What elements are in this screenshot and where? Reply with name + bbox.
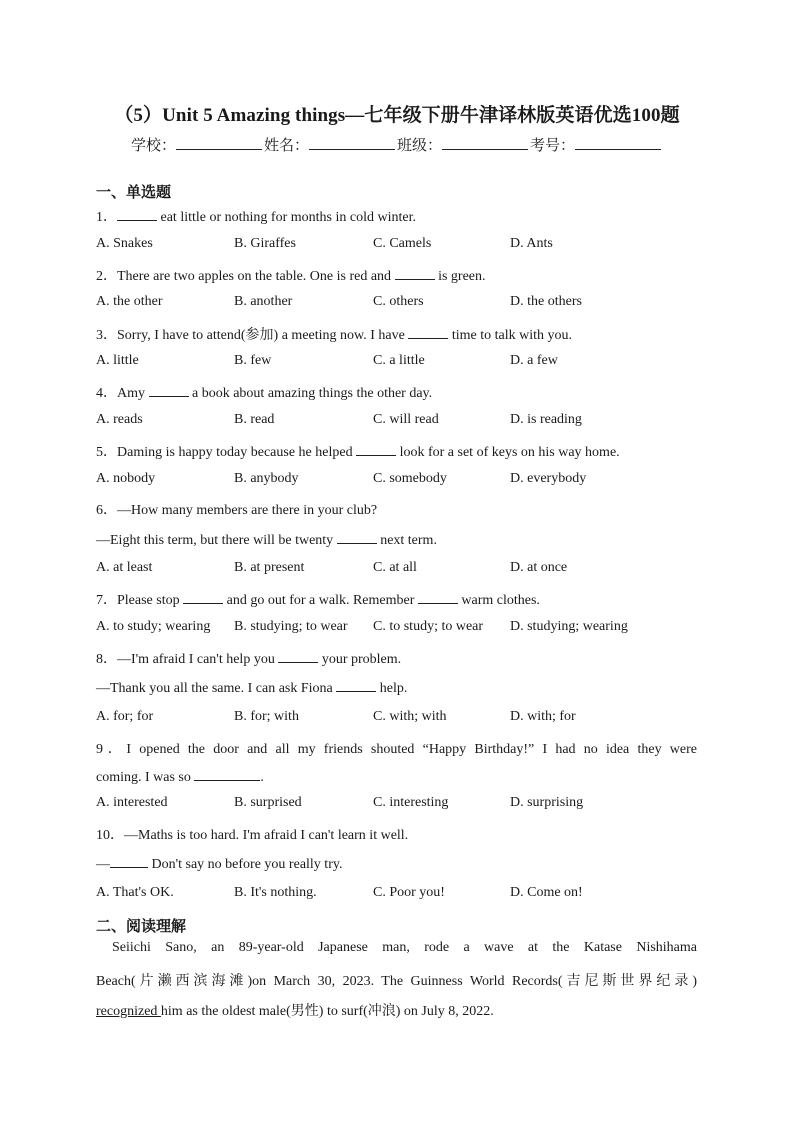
question-10-option-c: C. Poor you!	[373, 885, 445, 900]
question-5-option-c: C. somebody	[373, 471, 447, 486]
question-2-option-d: D. the others	[510, 294, 582, 309]
question-4-blank	[149, 384, 189, 397]
question-1-option-d: D. Ants	[510, 236, 553, 251]
reading-underlined-word: recognized	[96, 1004, 161, 1019]
question-1-option-c: C. Camels	[373, 236, 432, 251]
question-9-blank	[194, 768, 260, 781]
question-9-post: .	[260, 770, 264, 785]
question-9-option-d: D. surprising	[510, 795, 584, 810]
question-8-post-2: help.	[376, 681, 408, 696]
name-label: 姓名：	[263, 138, 309, 154]
question-6-option-a: A. at least	[96, 560, 153, 575]
question-7-option-c: C. to study; to wear	[373, 619, 484, 634]
question-8-pre-2: —Thank you all the same. I can ask Fiona	[96, 681, 337, 696]
question-1-pre: 1．	[96, 210, 117, 225]
question-7-pre: 7．Please stop	[96, 593, 184, 608]
question-6-pre: —Eight this term, but there will be twenty	[96, 533, 337, 548]
question-2-option-b: B. another	[234, 294, 293, 309]
question-10: 10．—Maths is too hard. I'm afraid I can't learn it well.	[96, 828, 409, 843]
question-1	[96, 206, 416, 226]
question-3-post: time to talk with you.	[448, 328, 572, 343]
question-5-pre: 5．Daming is happy today because he helped	[96, 445, 357, 460]
question-5	[96, 441, 620, 461]
reading-line-3-rest: him as the oldest male(男性) to surf(冲浪) on July 8, 2022.	[160, 1004, 494, 1019]
question-4-option-c: C. will read	[373, 412, 439, 427]
question-5-post: look for a set of keys on his way home.	[396, 445, 620, 460]
question-2-pre: 2．There are two apples on the table. One is red and	[96, 269, 395, 284]
question-7-option-a: A. to study; wearing	[96, 619, 211, 634]
question-5-option-a: A. nobody	[96, 471, 156, 486]
question-8-reply	[96, 679, 407, 697]
question-4-option-a: A. reads	[96, 412, 143, 427]
section-heading-single-choice: 一、单选题	[96, 183, 172, 201]
question-1-option-b: B. Giraffes	[234, 236, 296, 251]
question-3-option-c: C. a little	[373, 353, 425, 368]
reading-line-3	[96, 1000, 494, 1020]
question-2-blank	[395, 267, 435, 280]
name-blank[interactable]	[309, 136, 395, 150]
question-9-continued	[96, 768, 264, 786]
question-6-reply	[96, 531, 437, 549]
question-6-option-d: D. at once	[510, 560, 568, 575]
question-8-blank-2	[336, 679, 376, 692]
question-4-post: a book about amazing things the other day.	[188, 386, 433, 401]
question-3-option-d: D. a few	[510, 353, 558, 368]
question-3-blank	[408, 326, 448, 339]
class-blank[interactable]	[442, 136, 528, 150]
question-1-post: eat little or nothing for months in cold winter.	[157, 210, 416, 225]
question-5-option-b: B. anybody	[234, 471, 299, 486]
question-2-post: is green.	[434, 269, 486, 284]
question-9-pre: coming. I was so	[96, 770, 195, 785]
section-heading-reading: 二、阅读理解	[96, 917, 187, 935]
question-7-option-d: D. studying; wearing	[510, 619, 628, 634]
question-9-option-a: A. interested	[96, 795, 168, 810]
student-info-line	[0, 134, 794, 155]
question-7-mid: and go out for a walk. Remember	[223, 593, 418, 608]
question-3-option-a: A. little	[96, 353, 139, 368]
question-4-option-d: D. is reading	[510, 412, 582, 427]
question-4-pre: 4．Amy	[96, 386, 149, 401]
question-8-post-1: your problem.	[318, 652, 402, 667]
school-label: 学校：	[130, 138, 176, 154]
reading-line-1: Seiichi Sano, an 89-year-old Japanese man, rode a wave at the Katase Nishihama	[112, 940, 697, 955]
question-10-option-a: A. That's OK.	[96, 885, 174, 900]
question-6-blank	[337, 531, 377, 544]
reading-line-2: Beach(片濑西滨海滩)on March 30, 2023. The Guinness World Records(吉尼斯世界纪录)	[96, 974, 697, 989]
question-10-option-b: B. It's nothing.	[234, 885, 317, 900]
question-2-option-c: C. others	[373, 294, 424, 309]
question-10-post: Don't say no before you really try.	[148, 857, 343, 872]
question-10-option-d: D. Come on!	[510, 885, 583, 900]
question-9-option-c: C. interesting	[373, 795, 449, 810]
question-10-pre: —	[96, 857, 110, 872]
question-2-option-a: A. the other	[96, 294, 163, 309]
number-label: 考号：	[530, 138, 576, 154]
question-6: 6．—How many members are there in your club?	[96, 503, 378, 518]
question-5-blank	[356, 443, 396, 456]
question-8-option-d: D. with; for	[510, 709, 576, 724]
question-7-option-b: B. studying; to wear	[234, 619, 348, 634]
school-blank[interactable]	[176, 136, 262, 150]
question-8-option-b: B. for; with	[234, 709, 299, 724]
question-8-option-c: C. with; with	[373, 709, 447, 724]
page-title: （5）Unit 5 Amazing things—七年级下册牛津译林版英语优选100题	[114, 105, 680, 126]
question-9-option-b: B. surprised	[234, 795, 302, 810]
class-label: 班级：	[397, 138, 443, 154]
question-10-reply	[96, 855, 342, 873]
question-6-option-c: C. at all	[373, 560, 417, 575]
question-2	[96, 265, 486, 285]
question-7-blank-1	[183, 591, 223, 604]
question-4	[96, 382, 432, 402]
question-7-post: warm clothes.	[457, 593, 540, 608]
question-10-blank	[110, 855, 148, 868]
question-8-blank-1	[278, 650, 318, 663]
question-4-option-b: B. read	[234, 412, 275, 427]
question-1-option-a: A. Snakes	[96, 236, 153, 251]
question-7	[96, 589, 540, 609]
question-3	[96, 324, 572, 344]
question-3-pre: 3．Sorry, I have to attend(参加) a meeting now. I have	[96, 328, 409, 343]
question-6-post: next term.	[376, 533, 437, 548]
question-8-pre-1: 8．—I'm afraid I can't help you	[96, 652, 279, 667]
question-8-option-a: A. for; for	[96, 709, 154, 724]
question-7-blank-2	[418, 591, 458, 604]
question-6-option-b: B. at present	[234, 560, 305, 575]
question-8	[96, 648, 401, 668]
question-1-blank	[117, 208, 157, 221]
question-9: 9．I opened the door and all my friends shouted “Happy Birthday!” I had no idea they were	[96, 742, 697, 757]
question-5-option-d: D. everybody	[510, 471, 587, 486]
number-blank[interactable]	[575, 136, 661, 150]
question-3-option-b: B. few	[234, 353, 272, 368]
